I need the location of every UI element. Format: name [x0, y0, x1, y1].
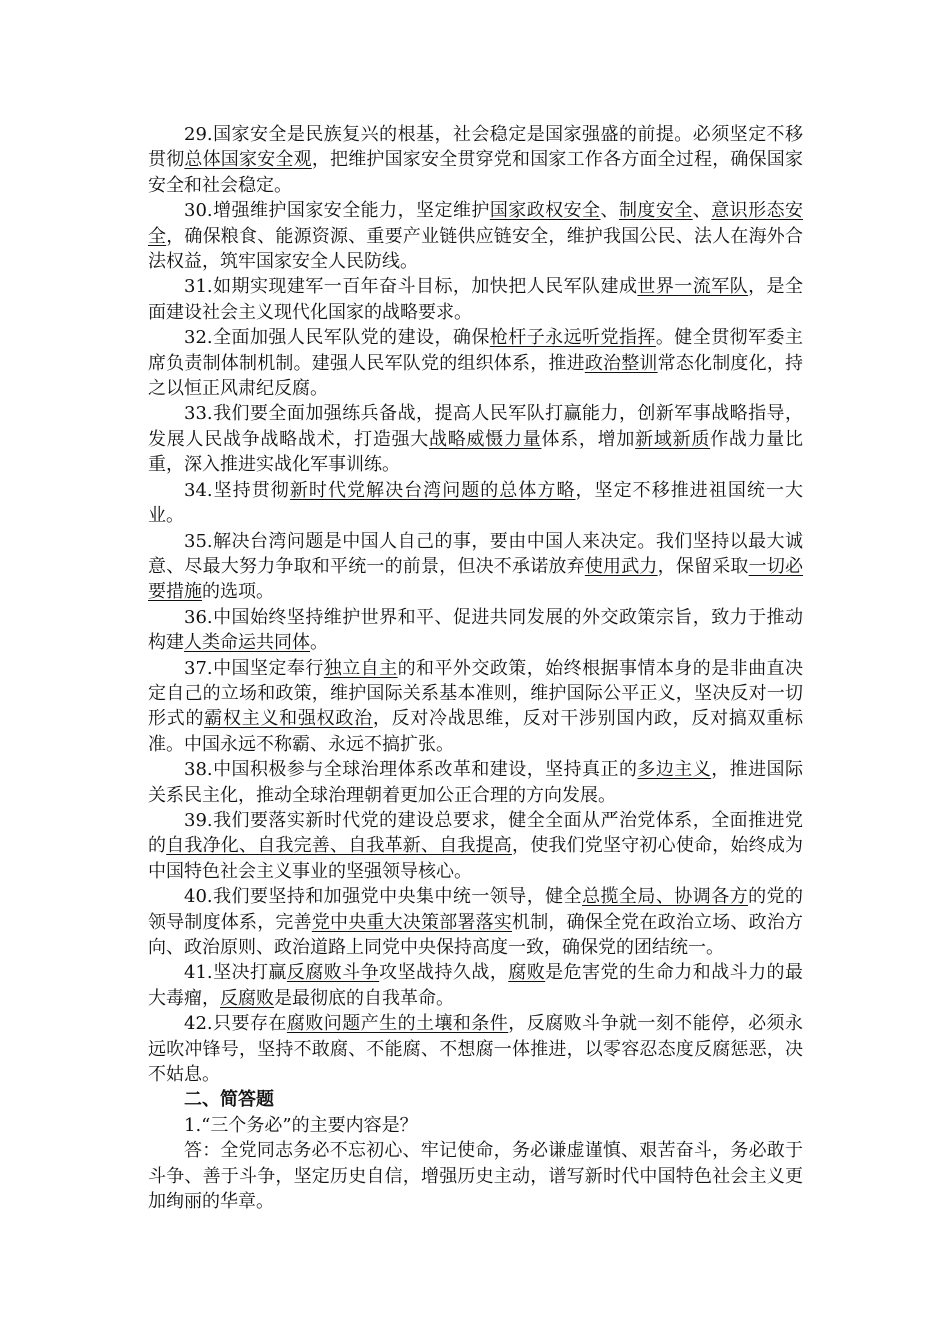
item-text: 32.全面加强人民军队党的建设，确保 — [184, 327, 490, 349]
list-item — [148, 325, 803, 401]
item-text: ，推进国际关系民主化，推动全球治理朝着更加公正合理的方向发展。 — [148, 759, 803, 806]
underlined-term: 总体国家安全观 — [184, 149, 312, 171]
item-text: 的党的领导制度体系，完善 — [148, 886, 804, 933]
item-text: ，把维护国家安全贯穿党和国家工作各方面全过程，确保国家安全和社会稳定。 — [148, 149, 804, 196]
underlined-term: 一切必要措施 — [148, 555, 804, 603]
underlined-term: 腐败 — [508, 962, 546, 984]
item-text: 机制，确保全党在政治立场、政治方向、政治原则、政治道路上同党中央保持高度一致，确保党的团结统一。 — [148, 911, 804, 958]
list-item — [148, 808, 803, 884]
item-text: 35.解决台湾问题是中国人自己的事，要由中国人来决定。我们坚持以最大诚意、尽最大努力争取和平统一的前景，但决不承诺放弃 — [148, 530, 803, 577]
underlined-term: 政治整训 — [584, 352, 658, 374]
underlined-term: 独立自主 — [323, 657, 398, 679]
item-text: 。 — [310, 632, 328, 654]
item-text: 、 — [692, 200, 712, 222]
list-item — [148, 198, 803, 274]
item-text: 31.如期实现建军一百年奋斗目标，加快把人民军队建成 — [184, 276, 638, 298]
underlined-term: 党中央重大决策部署落实 — [311, 911, 513, 933]
list-item — [148, 529, 803, 605]
item-text: 、 — [600, 200, 619, 222]
underlined-term: 反腐败 — [220, 987, 274, 1009]
item-text: ，使我们党坚守初心使命，始终成为中国特色社会主义事业的坚强领导核心。 — [148, 835, 804, 882]
item-text: 33.我们要全面加强练兵备战，提高人民军队打赢能力，创新军事战略指导，发展人民战争战略战术，打造强大 — [148, 403, 803, 450]
item-text: 36.中国始终坚持维护世界和平、促进共同发展的外交政策宗旨，致力于推动构建 — [148, 606, 803, 654]
item-text: ，确保粮食、能源资源、重要产业链供应链安全，维护我国公民、法人在海外合法权益，筑牢国家安全人民防线。 — [148, 225, 803, 273]
item-text: 的和平外交政策，始终根据事情本身的是非曲直决定自己的立场和政策，维护国际关系基本准则，维护国际公平正义，坚决反对一切形式的 — [148, 657, 803, 730]
item-text: 是最彻底的自我革命。 — [274, 987, 454, 1009]
item-text: ，坚定不移推进祖国统一大业。 — [148, 479, 803, 527]
underlined-term: 新时代党解决台湾问题的总体方略 — [289, 479, 576, 501]
item-text: 29.国家安全是民族复兴的根基，社会稳定是国家强盛的前提。必须坚定不移贯彻 — [148, 124, 803, 171]
document-body — [148, 122, 803, 1214]
underlined-term: 战略威慑力量 — [429, 428, 542, 450]
underlined-term: 人类命运共同体 — [184, 632, 310, 654]
item-text: 作战力量比重，深入推进实战化军事训练。 — [148, 428, 804, 476]
underlined-term: 枪杆子永远听党指挥 — [489, 327, 656, 349]
list-item — [148, 122, 803, 198]
answer-1: 答：全党同志务必不忘初心、牢记使命，务必谦虚谨慎、艰苦奋斗，务必敢于斗争、善于斗争，坚定历史自信，增强历史主动，谱写新时代中国特色社会主义更加绚丽的华章。 — [148, 1140, 803, 1213]
underlined-term: 霸权主义和强权政治 — [204, 708, 373, 730]
list-item — [148, 960, 803, 1011]
item-text: 41.坚决打赢 — [184, 962, 287, 984]
item-text: ，是全面建设社会主义现代化国家的战略要求。 — [148, 276, 804, 323]
list-item — [148, 274, 803, 325]
list-item — [148, 605, 803, 656]
item-text: 39.我们要落实新时代党的建设总要求，健全全面从严治党体系，全面推进党的 — [148, 809, 803, 857]
underlined-term: 总揽全局、协调各方 — [582, 886, 749, 908]
item-text: 是危害党的生命力和战斗力的最大毒瘤， — [148, 962, 804, 1009]
item-text: 常态化制度化，持之以恒正风肃纪反腐。 — [148, 352, 804, 400]
list-item — [148, 1011, 803, 1087]
item-text: ，保留采取 — [657, 555, 749, 577]
underlined-term: 使用武力 — [584, 555, 658, 577]
item-text: 30.增强维护国家安全能力，坚定维护 — [184, 200, 490, 222]
item-text: ，反对冷战思维，反对干涉别国内政，反对搞双重标准。中国永远不称霸、永远不搞扩张。 — [148, 708, 804, 755]
item-text: 体系，增加 — [541, 428, 636, 450]
item-text: 37.中国坚定奉行 — [184, 657, 324, 679]
item-text: 40.我们要坚持和加强党中央集中统一领导，健全 — [184, 886, 583, 908]
item-text: 攻坚战持久战， — [379, 962, 509, 984]
item-text: 。健全贯彻军委主席负责制体制机制。建强人民军队党的组织体系，推进 — [148, 327, 804, 374]
item-text: 38.中国积极参与全球治理体系改革和建设，坚持真正的 — [184, 759, 638, 781]
underlined-term: 意识形态安全 — [148, 200, 804, 247]
list-item — [148, 757, 803, 808]
underlined-term: 制度安全 — [618, 200, 693, 222]
list-item — [148, 656, 803, 758]
item-text: 42.只要存在 — [184, 1013, 287, 1035]
item-text: ，反腐败斗争就一刻不能停，必须永远吹冲锋号，坚持不敢腐、不能腐、不想腐一体推进，以零容忍态度反腐惩恶，决不姑息。 — [148, 1013, 803, 1086]
list-item — [148, 884, 803, 960]
underlined-term: 腐败问题产生的土壤和条件 — [286, 1013, 509, 1035]
underlined-term: 国家政权安全 — [489, 200, 601, 222]
section-heading: 二、简答题 — [184, 1089, 274, 1111]
underlined-term: 世界一流军队 — [637, 276, 749, 298]
numbered-items-list — [148, 122, 803, 1087]
item-text: 34.坚持贯彻 — [184, 479, 290, 501]
underlined-term: 多边主义 — [637, 759, 712, 781]
item-text: 的选项。 — [202, 581, 274, 603]
question-1: 1.“三个务必”的主要内容是？ — [184, 1114, 418, 1136]
underlined-term: 新域新质 — [635, 428, 711, 450]
underlined-term: 反腐败斗争 — [286, 962, 380, 984]
underlined-term: 自我净化、自我完善、自我革新、自我提高 — [166, 835, 513, 857]
list-item — [148, 401, 803, 477]
list-item — [148, 478, 803, 529]
